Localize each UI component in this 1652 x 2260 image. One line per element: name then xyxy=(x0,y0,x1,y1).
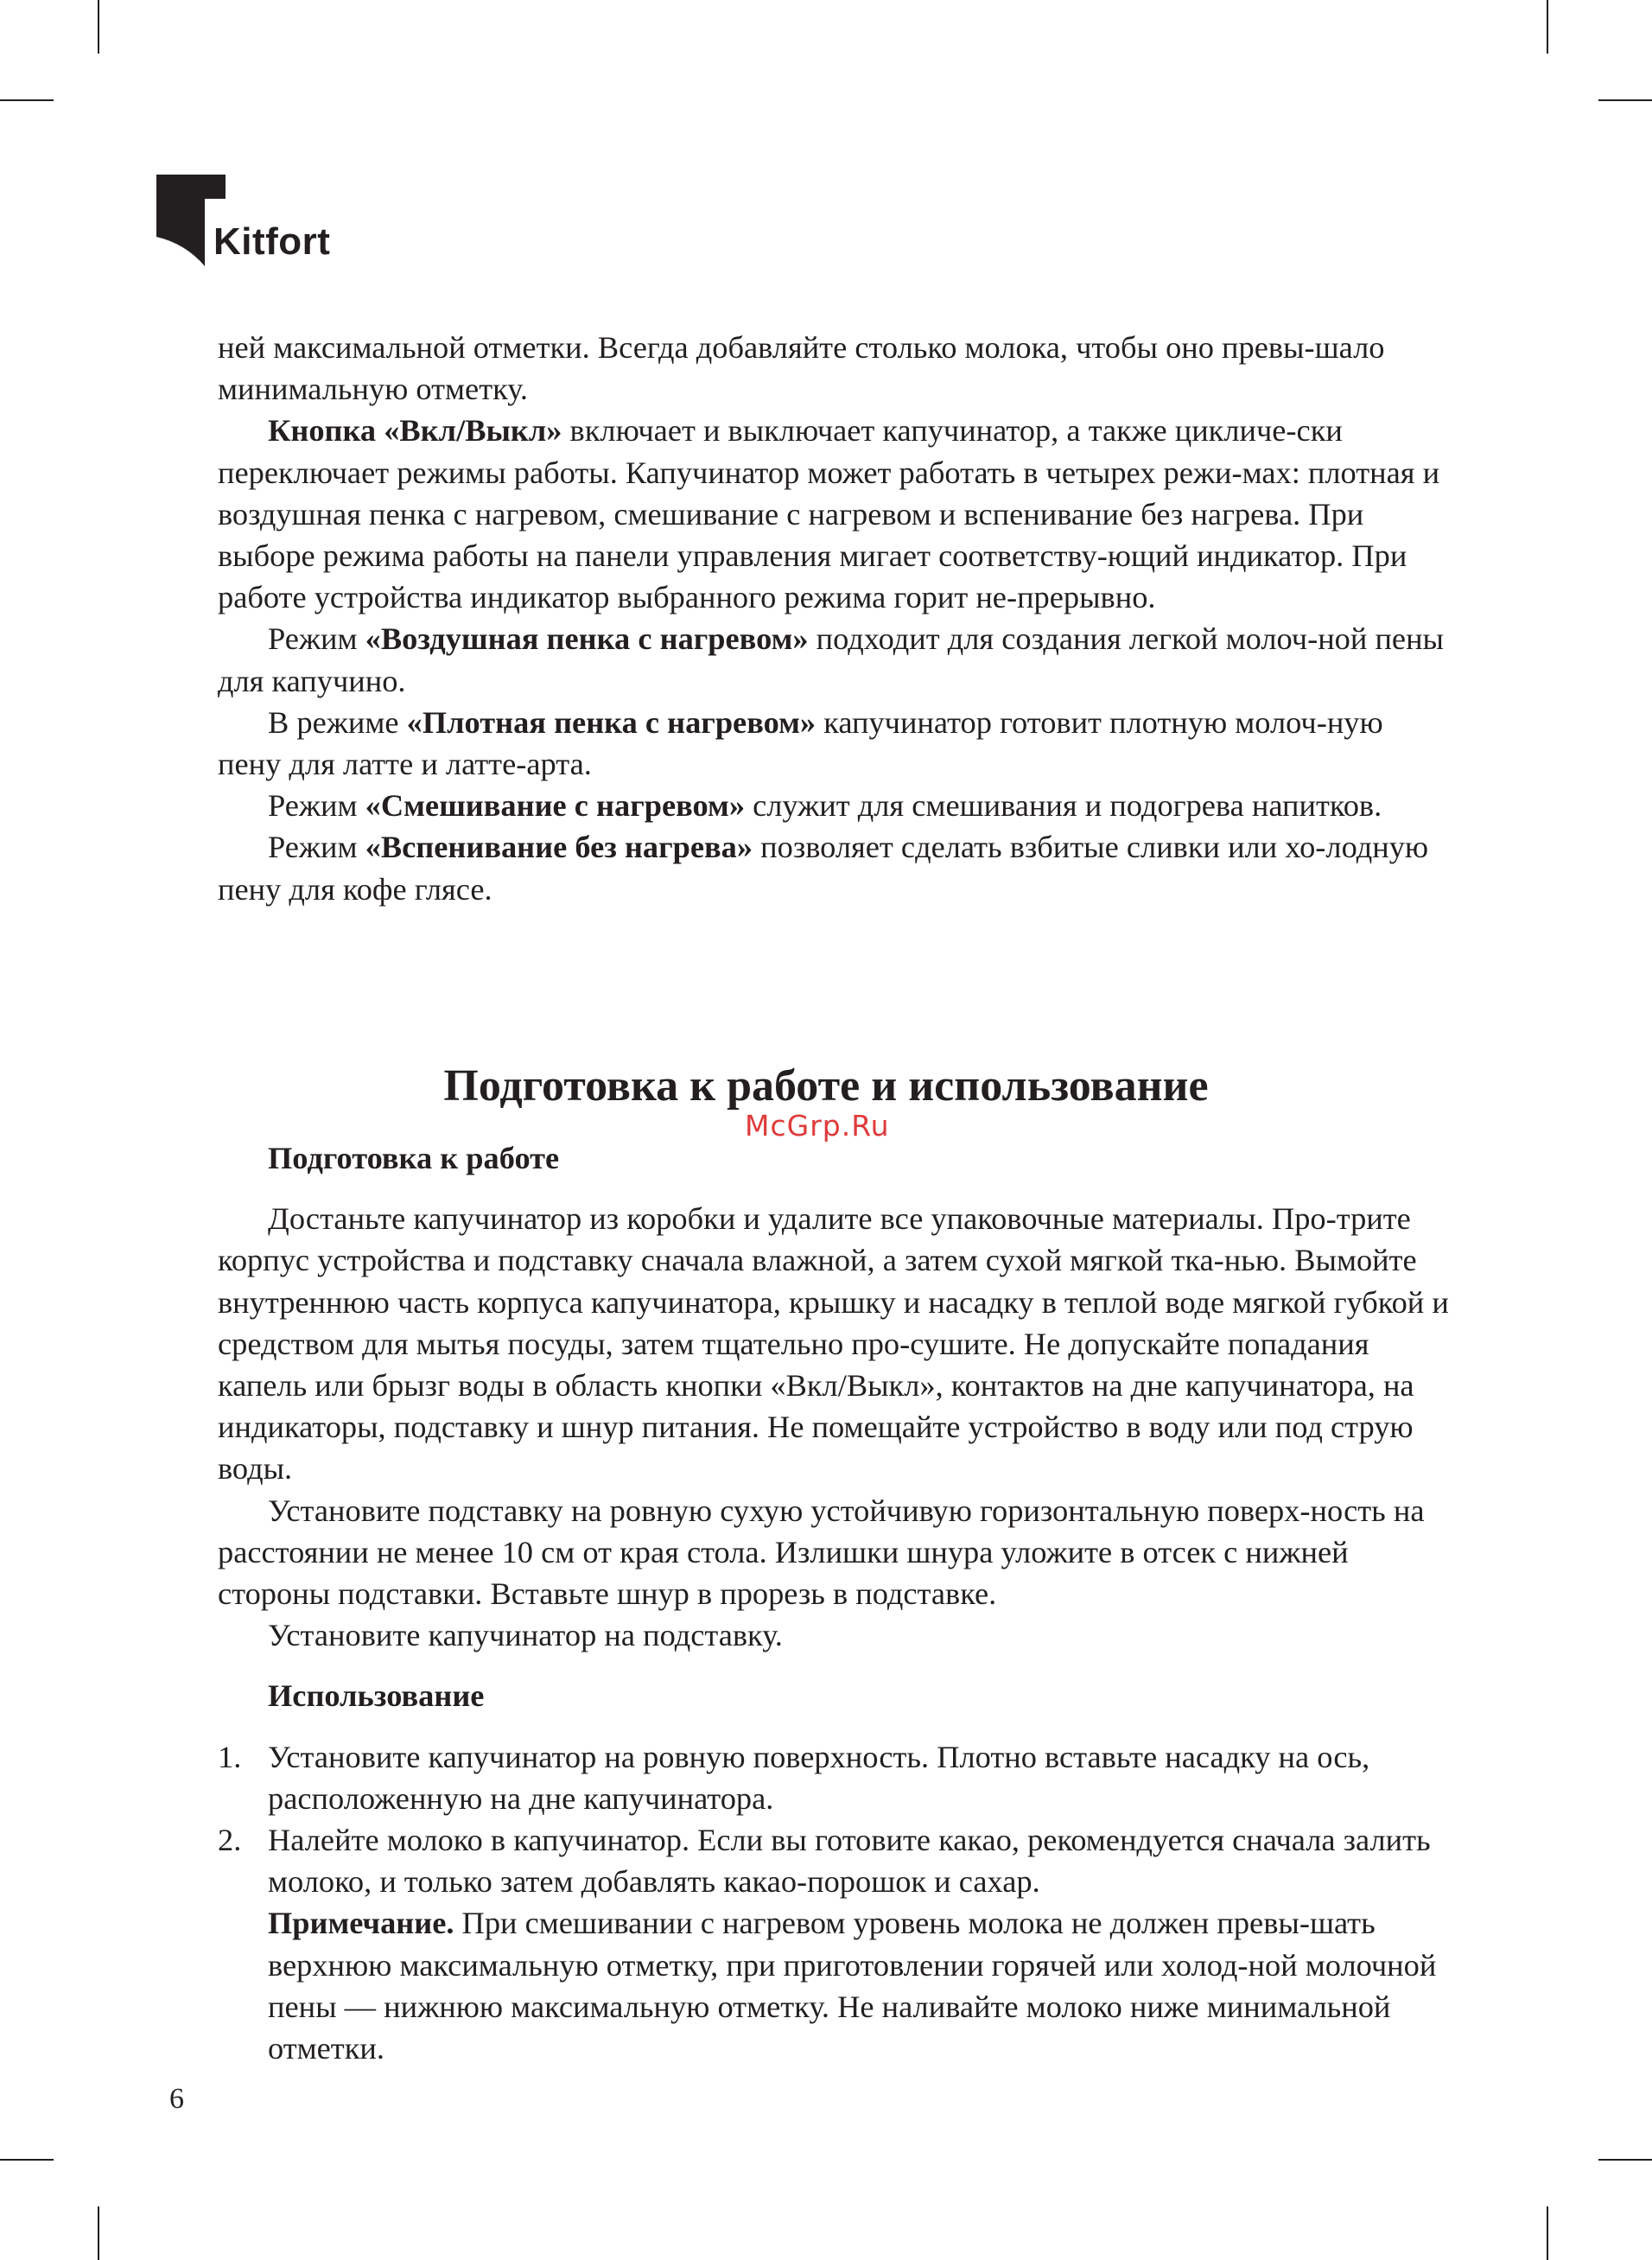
step-text: Установите капучинатор на ровную поверхность. Плотно вставьте насадку на ось, расположенную на дне капучинатора. xyxy=(268,1739,1370,1816)
step-text: Налейте молоко в капучинатор. Если вы готовите какао, рекомендуется сначала залить молоко, и только затем добавлять какао-порошок и сахар. xyxy=(268,1823,1431,1900)
intro-text xyxy=(218,327,1453,910)
text-run: служит для смешивания и подогрева напитков. xyxy=(745,788,1382,824)
crop-mark xyxy=(98,2206,99,2260)
prep-text xyxy=(218,1198,1453,1656)
step-number: 1. xyxy=(218,1739,242,1774)
intro-paragraph xyxy=(218,410,1453,618)
section-body xyxy=(218,1137,1453,2069)
use-heading: Использование xyxy=(268,1678,485,1714)
text-run: Режим xyxy=(268,788,365,824)
crop-mark xyxy=(1547,2206,1548,2260)
note-text: При смешивании с нагревом уровень молока не должен превы-шать верхнюю максимальную отметку, при приготовлении горячей или холод-ной молочной пены — нижнюю максимальную отметку. Не наливайте молоко ниже минимальной отметки. xyxy=(268,1906,1437,2066)
brand-logo xyxy=(156,175,342,270)
section-title: Подготовка к работе и использование xyxy=(443,1061,1209,1111)
bold-term: «Плотная пенка с нагревом» xyxy=(406,704,816,740)
intro-paragraph xyxy=(218,785,1453,826)
page-number: 6 xyxy=(169,2083,184,2115)
note-label: Примечание. xyxy=(268,1906,454,1941)
text-run: капучинатор готовит плотную молоч-ную пену для латте и латте-арта. xyxy=(218,704,1383,782)
brand-name: Kitfort xyxy=(213,220,331,263)
text-run: Режим xyxy=(268,621,365,657)
crop-mark xyxy=(1598,2159,1652,2161)
text-run: позволяет сделать взбитые сливки или хо-лодную пену для кофе глясе. xyxy=(218,830,1429,907)
prep-paragraph: Установите капучинатор на подставку. xyxy=(268,1618,783,1653)
crop-mark xyxy=(0,2159,54,2161)
crop-mark xyxy=(1598,99,1652,101)
text-run: подходит для создания легкой молоч-ной пены для капучино. xyxy=(218,621,1444,698)
crop-mark xyxy=(0,99,54,101)
use-step xyxy=(218,1736,1453,1819)
bold-term: «Смешивание с нагревом» xyxy=(365,788,746,824)
bold-term: «Вспенивание без нагрева» xyxy=(365,830,753,865)
prep-paragraph: Достаньте капучинатор из коробки и удалите все упаковочные материалы. Про-трите корпус устройства и подставку сначала влажной, а затем сухой мягкой тка-нью. Вымойте внутреннюю часть корпуса капучинатора, крышку и насадку в теплой воде мягкой губкой и средством для мытья посуды, затем тщательно про-сушите. Не допускайте попадания капель или брызг воды в область кнопки «Вкл/Выкл», контактов на дне капучинатора, на индикаторы, подставку и шнур питания. Не помещайте устройство в воду или под струю воды. xyxy=(218,1201,1449,1487)
text-run: Режим xyxy=(268,830,365,865)
crop-mark xyxy=(1547,0,1548,54)
intro-paragraph xyxy=(218,826,1453,909)
intro-paragraph xyxy=(218,618,1453,701)
use-step xyxy=(218,1819,1453,2069)
bold-term: «Воздушная пенка с нагревом» xyxy=(365,621,809,657)
step-number: 2. xyxy=(218,1823,242,1858)
intro-paragraph xyxy=(218,702,1453,785)
watermark: McGrp.Ru xyxy=(745,1109,890,1143)
step-note xyxy=(268,1902,1453,2069)
text-run: В режиме xyxy=(268,704,407,740)
intro-paragraph xyxy=(218,327,1453,410)
prep-paragraph: Установите подставку на ровную сухую устойчивую горизонтальную поверх-ность на расстоянии не менее 10 см от края стола. Излишки шнура уложите в отсек с нижней стороны подставки. Вставьте шнур в прорезь в подставке. xyxy=(218,1493,1425,1612)
text-run: ней максимальной отметки. Всегда добавляйте столько молока, чтобы оно превы-шало минимальную отметку. xyxy=(218,330,1385,407)
prep-heading: Подготовка к работе xyxy=(268,1141,560,1175)
crop-mark xyxy=(98,0,99,54)
use-steps-list xyxy=(218,1736,1453,2070)
bold-term: Кнопка «Вкл/Выкл» xyxy=(268,413,562,449)
text-run: включает и выключает капучинатор, а также цикличе-ски переключает режимы работы. Капучинатор может работать в четырех режи-мах: плотная и воздушная пенка с нагревом, смешивание с нагревом и вспенивание без нагрева. При выборе режима работы на панели управления мигает соответству-ющий индикатор. При работе устройства индикатор выбранного режима горит не-прерывно. xyxy=(218,413,1440,615)
